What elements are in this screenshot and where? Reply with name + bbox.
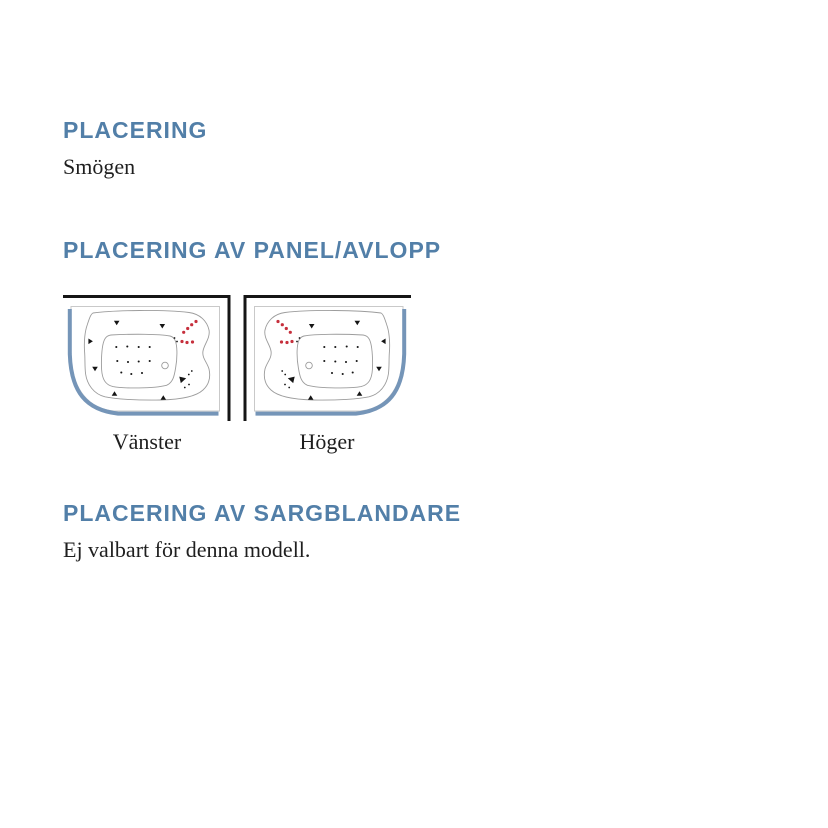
panel-option-left[interactable]	[63, 294, 231, 455]
bathtub-top-view-right-icon	[243, 294, 411, 421]
bathtub-top-view-left-icon	[63, 294, 231, 421]
panel-option-right-label: Höger	[299, 429, 355, 454]
panel-option-right[interactable]	[243, 294, 411, 455]
panel-option-left-label: Vänster	[112, 429, 182, 454]
section-heading-placering: PLACERING	[63, 117, 208, 143]
section-heading-panel-avlopp: PLACERING AV PANEL/AVLOPP	[63, 237, 442, 263]
panel-placement-options	[63, 294, 411, 455]
section-heading-sargblandare: PLACERING AV SARGBLANDARE	[63, 500, 462, 526]
sargblandare-availability-text: Ej valbart för denna modell.	[63, 537, 311, 562]
placering-model-value: Smögen	[63, 154, 136, 179]
